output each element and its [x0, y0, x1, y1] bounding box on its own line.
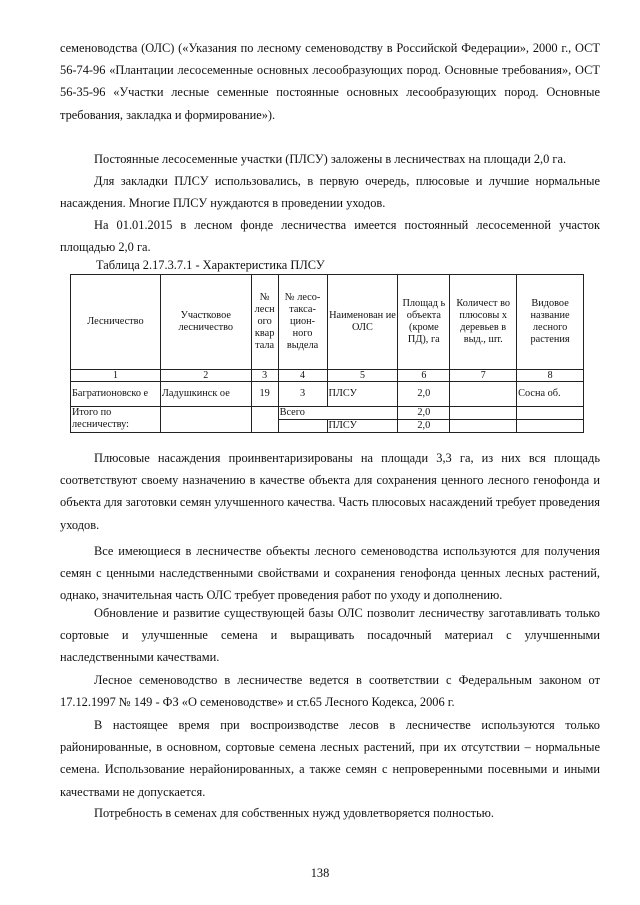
total-plsu-area: 2,0 — [398, 420, 450, 433]
cell-area: 2,0 — [398, 382, 450, 407]
col-number: 1 — [71, 370, 161, 382]
page-number: 138 — [310, 866, 330, 880]
header-section: № лесо- такса- цион- ного выдела — [278, 275, 327, 370]
paragraph-5: Плюсовые насаждения проинвентаризированы на площади 3,3 га, из них вся площадь соответствуют своему назначению в качестве объекта для сохранения ценного лесного генофонда и объекта для заготовки семян улучшенного качества. Часть плюсовых насаждений требует проведения уходов. — [60, 451, 600, 532]
total-plsu-label: ПЛСУ — [327, 420, 398, 433]
header-species: Видовое название лесного растения — [517, 275, 584, 370]
col-number: 2 — [160, 370, 251, 382]
cell-count — [450, 382, 517, 407]
paragraph-4: На 01.01.2015 в лесном фонде лесничества имеется постоянный лесосеменной участок площадью 2,0 га. — [60, 218, 600, 255]
cell-quarter: 19 — [251, 382, 278, 407]
total-all-label: Всего — [278, 407, 398, 420]
paragraph-8: Лесное семеноводство в лесничестве ведется в соответствии с Федеральным законом от 17.12.1997 № 149 - ФЗ «О семеноводстве» и ст.65 Лесного Кодекса, 2006 г. — [60, 673, 600, 710]
col-number: 6 — [398, 370, 450, 382]
paragraph-2: Постоянные лесосеменные участки (ПЛСУ) заложены в лесничествах на площади 2,0 га. — [94, 152, 567, 166]
paragraph-1: семеноводства (ОЛС) («Указания по лесному семеноводству в Российской Федерации», 2000 г., ОСТ 56-74-96 «Плантации лесосеменные основных лесообразующих пород. Основные требования», ОСТ 56-35-96 «Участки лесные семенные постоянные основных лесообразующих пород. Основные требования, закладка и формирование»). — [60, 41, 600, 122]
paragraph-7: Обновление и развитие существующей базы ОЛС позволит лесничеству заготавливать только сортовые и улучшенные семена и выращивать посадочный материал с улучшенными наследственными качествами. — [60, 606, 600, 665]
column-number-row — [71, 370, 584, 382]
plsu-table — [70, 274, 584, 433]
col-number: 5 — [327, 370, 398, 382]
header-forestry: Лесничество — [71, 275, 161, 370]
cell-district: Ладушкинск ое — [160, 382, 251, 407]
cell-forestry: Багратионовско е — [71, 382, 161, 407]
header-area: Площад ь объекта (кроме ПД), га — [398, 275, 450, 370]
header-count: Количест во плюсовы х деревьев в выд., шт. — [450, 275, 517, 370]
table-caption: Таблица 2.17.3.7.1 - Характеристика ПЛСУ — [96, 258, 325, 272]
col-number: 7 — [450, 370, 517, 382]
paragraph-3: Для закладки ПЛСУ использовались, в первую очередь, плюсовые и лучшие нормальные насаждения. Многие ПЛСУ нуждаются в проведении уходов. — [60, 174, 600, 211]
paragraph-10: Потребность в семенах для собственных нужд удовлетворяется полностью. — [94, 806, 495, 820]
total-row — [71, 407, 584, 420]
col-number: 8 — [517, 370, 584, 382]
col-number: 3 — [251, 370, 278, 382]
header-district: Участковое лесничество — [160, 275, 251, 370]
total-all-area: 2,0 — [398, 407, 450, 420]
cell-section: 3 — [278, 382, 327, 407]
header-name: Наименован ие ОЛС — [327, 275, 398, 370]
paragraph-6: Все имеющиеся в лесничестве объекты лесного семеноводства используются для получения семян с ценными наследственными свойствами и сохранения генофонда ценных лесных растений, однако, значительная часть ОЛС требует проведения работ по уходу и дополнению. — [60, 544, 600, 603]
col-number: 4 — [278, 370, 327, 382]
cell-species: Сосна об. — [517, 382, 584, 407]
total-label: Итого по лесничеству: — [71, 407, 161, 433]
table-row — [71, 382, 584, 407]
header-quarter: № лесн ого квар тала — [251, 275, 278, 370]
paragraph-9: В настоящее время при воспроизводстве лесов в лесничестве используются только районированные, в основном, сортовые семена лесных растений, при их отсутствии – нормальные семена. Использование нерайонированных, а также семян с непроверенными посевными и иными качествами не допускается. — [60, 718, 600, 799]
cell-name: ПЛСУ — [327, 382, 398, 407]
